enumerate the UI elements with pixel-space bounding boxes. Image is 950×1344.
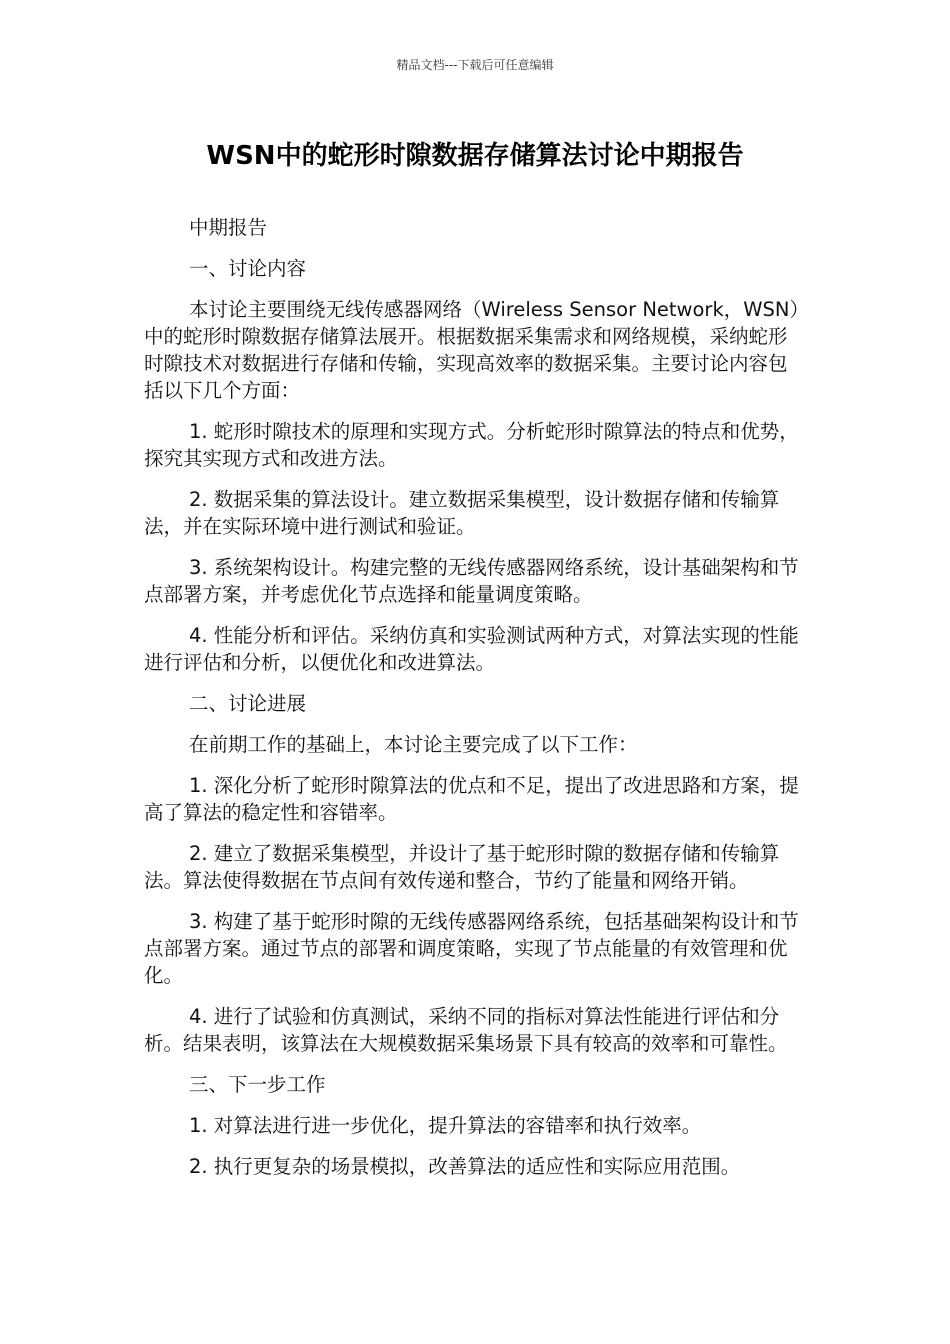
section-heading-content: 一、讨论内容 bbox=[189, 257, 307, 280]
next-step-item-1: 1. 对算法进行进一步优化，提升算法的容错率和执行效率。 bbox=[189, 1114, 702, 1137]
next-step-item-2: 2. 执行更复杂的场景模拟，改善算法的适应性和实际应用范围。 bbox=[189, 1155, 741, 1178]
progress-item-1: 1. 深化分析了蛇形时隙算法的优点和不足，提出了改进思路和方案，提高了算法的稳定性和容错率。 bbox=[144, 774, 799, 824]
progress-intro-paragraph: 在前期工作的基础上，本讨论主要完成了以下工作： bbox=[189, 733, 638, 756]
content-item-4: 4. 性能分析和评估。采纳仿真和实验测试两种方式，对算法实现的性能进行评估和分析，以便优化和改进算法。 bbox=[144, 624, 799, 674]
content-intro-paragraph: 本讨论主要围绕无线传感器网络（Wireless Sensor Network，WSN）中的蛇形时隙数据存储算法展开。根据数据采集需求和网络规模，采纳蛇形时隙技术对数据进行存储和传输，实现高效率的数据采集。主要讨论内容包括以下几个方面： bbox=[144, 298, 800, 402]
content-item-2: 2. 数据采集的算法设计。建立数据采集模型，设计数据存储和传输算法，并在实际环境中进行测试和验证。 bbox=[144, 488, 780, 538]
content-item-1: 1. 蛇形时隙技术的原理和实现方式。分析蛇形时隙算法的特点和优势，探究其实现方式和改进方法。 bbox=[144, 420, 799, 470]
progress-item-4: 4. 进行了试验和仿真测试，采纳不同的指标对算法性能进行评估和分析。结果表明，该算法在大规模数据采集场景下具有较高的效率和可靠性。 bbox=[144, 1005, 788, 1055]
section-heading-progress: 二、讨论进展 bbox=[189, 692, 307, 715]
report-label: 中期报告 bbox=[189, 216, 268, 239]
progress-item-3: 3. 构建了基于蛇形时隙的无线传感器网络系统，包括基础架构设计和节点部署方案。通过节点的部署和调度策略，实现了节点能量的有效管理和优化。 bbox=[144, 910, 799, 987]
content-item-3: 3. 系统架构设计。构建完整的无线传感器网络系统，设计基础架构和节点部署方案，并考虑优化节点选择和能量调度策略。 bbox=[144, 556, 799, 606]
document-body bbox=[144, 214, 806, 1194]
document-title: WSN中的蛇形时隙数据存储算法讨论中期报告 bbox=[206, 141, 744, 171]
progress-item-2: 2. 建立了数据采集模型，并设计了基于蛇形时隙的数据存储和传输算法。算法使得数据在节点间有效传递和整合，节约了能量和网络开销。 bbox=[144, 842, 780, 892]
page-header: 精品文档---下载后可任意编辑 bbox=[396, 58, 554, 72]
section-heading-next-steps: 三、下一步工作 bbox=[189, 1073, 326, 1096]
